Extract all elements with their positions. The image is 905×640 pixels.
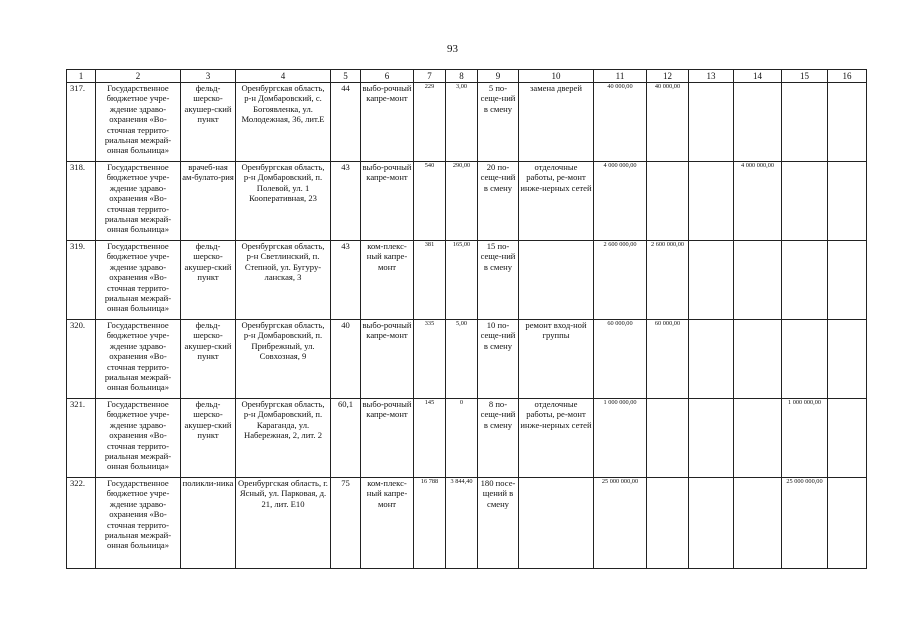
table-row [67,399,867,478]
column-header: 4 [236,70,331,83]
column-13-amount [689,162,734,241]
capacity: 5 по-сеще-ний в смену [478,83,519,162]
column-header: 15 [782,70,828,83]
organization-name: Государственное бюджетное учре-ждение здраво-охранения «Во-сточная террито-риальная межрай-онная больница» [96,83,181,162]
column-14-amount [734,241,782,320]
repair-type: выбо-рочный капре-монт [361,162,414,241]
column-header: 13 [689,70,734,83]
column-11-amount: 4 000 000,00 [594,162,647,241]
capacity: 180 посе-щений в смену [478,478,519,569]
column-14-amount [734,478,782,569]
column-15-amount: 25 000 000,00 [782,478,828,569]
column-13-amount [689,83,734,162]
row-number: 322. [67,478,96,569]
works-description: отделочные работы, ре-монт инже-нерных сетей [519,162,594,241]
column-8-value: 290,00 [446,162,478,241]
column-8-value: 3,00 [446,83,478,162]
column-15-amount [782,320,828,399]
column-12-amount: 40 000,00 [647,83,689,162]
column-12-amount: 2 600 000,00 [647,241,689,320]
repair-type: выбо-рочный капре-монт [361,83,414,162]
table-row [67,241,867,320]
column-16-amount [828,478,867,569]
facility-address: Оренбургская область, р-н Светлинский, п. Степной, ул. Бугуру-ланская, 3 [236,241,331,320]
column-8-value: 5,00 [446,320,478,399]
column-7-value: 145 [414,399,446,478]
column-12-amount: 60 000,00 [647,320,689,399]
facility-type: поликли-ника [181,478,236,569]
column-11-amount: 2 600 000,00 [594,241,647,320]
column-header: 2 [96,70,181,83]
column-14-amount [734,399,782,478]
facility-address: Оренбургская область, р-н Домбаровский, п. Караганда, ул. Набережная, 2, лит. 2 [236,399,331,478]
facility-type: врачеб-ная ам-булато-рия [181,162,236,241]
works-description: замена дверей [519,83,594,162]
column-7-value: 381 [414,241,446,320]
column-8-value: 3 844,40 [446,478,478,569]
row-number: 319. [67,241,96,320]
row-number: 320. [67,320,96,399]
column-16-amount [828,241,867,320]
facility-address: Оренбургская область, р-н Домбаровский, п. Полевой, ул. 1 Кооперативная, 23 [236,162,331,241]
repair-type: ком-плекс-ный капре-монт [361,241,414,320]
organization-name: Государственное бюджетное учре-ждение здраво-охранения «Во-сточная террито-риальная межрай-онная больница» [96,320,181,399]
column-13-amount [689,241,734,320]
column-5-value: 40 [331,320,361,399]
facility-address: Оренбургская область, р-н Домбаровский, с. Богоявленка, ул. Молодежная, 36, лит.Е [236,83,331,162]
column-number-header [67,70,867,83]
table-row [67,162,867,241]
column-header: 7 [414,70,446,83]
row-number: 318. [67,162,96,241]
capacity: 20 по-сеще-ний в смену [478,162,519,241]
organization-name: Государственное бюджетное учре-ждение здраво-охранения «Во-сточная террито-риальная межрай-онная больница» [96,162,181,241]
column-7-value: 16 788 [414,478,446,569]
column-header: 8 [446,70,478,83]
facility-type: фельд-шерско-акушер-ский пункт [181,320,236,399]
repair-program-table [66,69,867,569]
column-11-amount: 40 000,00 [594,83,647,162]
column-5-value: 60,1 [331,399,361,478]
works-description: отделочные работы, ре-монт инже-нерных сетей [519,399,594,478]
column-15-amount [782,83,828,162]
column-12-amount [647,478,689,569]
column-16-amount [828,320,867,399]
column-7-value: 335 [414,320,446,399]
column-5-value: 43 [331,241,361,320]
works-description [519,478,594,569]
facility-type: фельд-шерско-акушер-ский пункт [181,399,236,478]
column-5-value: 44 [331,83,361,162]
table-row [67,478,867,569]
column-14-amount [734,320,782,399]
column-header: 5 [331,70,361,83]
column-13-amount [689,320,734,399]
column-header: 14 [734,70,782,83]
column-5-value: 43 [331,162,361,241]
organization-name: Государственное бюджетное учре-ждение здраво-охранения «Во-сточная террито-риальная межрай-онная больница» [96,399,181,478]
column-14-amount [734,83,782,162]
column-5-value: 75 [331,478,361,569]
row-number: 317. [67,83,96,162]
column-7-value: 229 [414,83,446,162]
column-16-amount [828,162,867,241]
row-number: 321. [67,399,96,478]
repair-type: ком-плекс-ный капре-монт [361,478,414,569]
column-13-amount [689,399,734,478]
facility-address: Оренбургская область, г. Ясный, ул. Парковая, д. 21, лит. Е10 [236,478,331,569]
column-11-amount: 1 000 000,00 [594,399,647,478]
works-description [519,241,594,320]
column-header: 9 [478,70,519,83]
column-12-amount [647,162,689,241]
column-header: 16 [828,70,867,83]
page-number: 93 [447,43,458,55]
organization-name: Государственное бюджетное учре-ждение здраво-охранения «Во-сточная террито-риальная межрай-онная больница» [96,241,181,320]
table-row [67,320,867,399]
column-11-amount: 25 000 000,00 [594,478,647,569]
column-15-amount [782,162,828,241]
works-description: ремонт вход-ной группы [519,320,594,399]
column-14-amount: 4 000 000,00 [734,162,782,241]
column-16-amount [828,399,867,478]
column-15-amount: 1 000 000,00 [782,399,828,478]
column-12-amount [647,399,689,478]
organization-name: Государственное бюджетное учре-ждение здраво-охранения «Во-сточная террито-риальная межрай-онная больница» [96,478,181,569]
column-header: 3 [181,70,236,83]
column-header: 11 [594,70,647,83]
column-header: 10 [519,70,594,83]
column-header: 6 [361,70,414,83]
repair-type: выбо-рочный капре-монт [361,320,414,399]
capacity: 10 по-сеще-ний в смену [478,320,519,399]
column-header: 1 [67,70,96,83]
column-7-value: 540 [414,162,446,241]
column-8-value: 0 [446,399,478,478]
table-row [67,83,867,162]
column-15-amount [782,241,828,320]
facility-address: Оренбургская область, р-н Домбаровский, п. Прибрежный, ул. Совхозная, 9 [236,320,331,399]
column-16-amount [828,83,867,162]
capacity: 8 по-сеще-ний в смену [478,399,519,478]
capacity: 15 по-сеще-ний в смену [478,241,519,320]
repair-type: выбо-рочный капре-монт [361,399,414,478]
column-header: 12 [647,70,689,83]
column-8-value: 165,00 [446,241,478,320]
facility-type: фельд-шерско-акушер-ский пункт [181,83,236,162]
facility-type: фельд-шерско-акушер-ский пункт [181,241,236,320]
column-11-amount: 60 000,00 [594,320,647,399]
column-13-amount [689,478,734,569]
